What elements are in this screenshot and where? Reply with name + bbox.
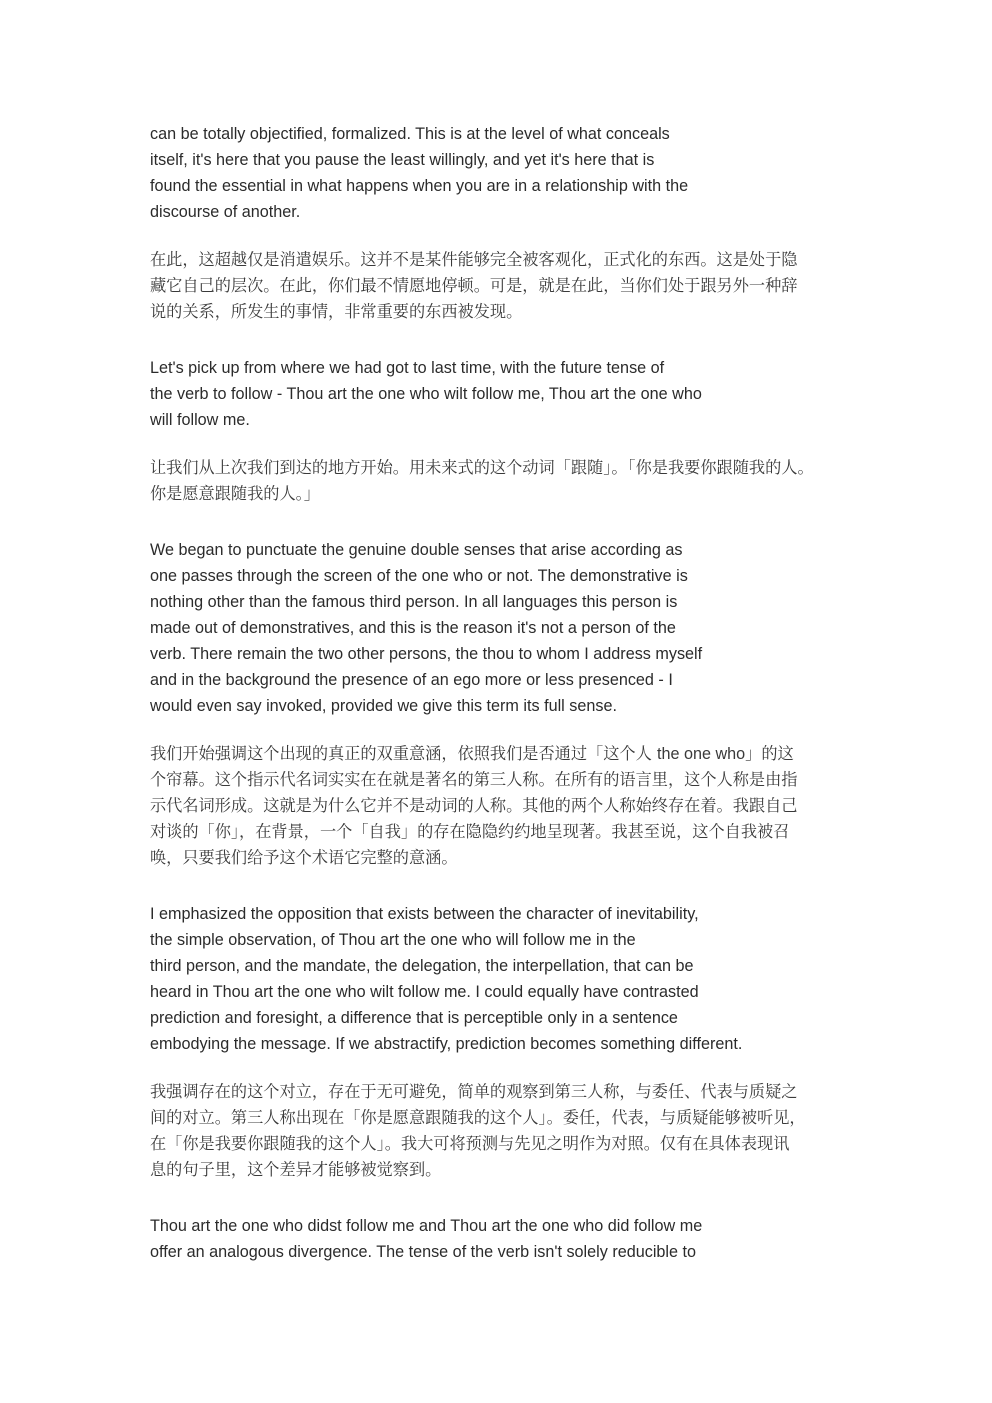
text-line: offer an analogous divergence. The tense of the verb isn't solely reducible to xyxy=(150,1243,697,1261)
text-line: one passes through the screen of the one who or not. The demonstrative is xyxy=(150,567,688,585)
text-line: I emphasized the opposition that exists between the character of inevitability, xyxy=(150,905,699,923)
text-line: found the essential in what happens when you are in a relationship with the xyxy=(150,177,689,195)
text-line: can be totally objectified, formalized. This is at the level of what conceals xyxy=(150,125,670,143)
text-line: embodying the message. If we abstractify, prediction becomes something different. xyxy=(150,1035,743,1053)
paragraph-english xyxy=(150,121,688,225)
text-line: prediction and foresight, a difference that is perceptible only in a sentence xyxy=(150,1009,678,1027)
paragraph-english xyxy=(150,355,702,433)
text-line: nothing other than the famous third person. In all languages this person is xyxy=(150,593,678,611)
paragraph-english xyxy=(150,901,742,1057)
inline-english-term: the one who xyxy=(656,745,746,763)
text-line: and in the background the presence of an ego more or less presenced - I xyxy=(150,671,673,689)
paragraph-chinese xyxy=(150,741,798,871)
text-line: verb. There remain the two other persons, the thou to whom I address myself xyxy=(150,645,703,663)
text-line: 你是愿意跟随我的人。」 xyxy=(150,484,320,503)
text-line: 息的句子里，这个差异才能够被觉察到。 xyxy=(150,1160,442,1179)
text-line: 在「你是我要你跟随我的这个人」。我大可将预测与先见之明作为对照。仅有在具体表现讯 xyxy=(150,1134,790,1153)
text-line xyxy=(150,741,798,767)
text-line: 唤，只要我们给予这个术语它完整的意涵。 xyxy=(150,848,458,867)
text-line: 个帘幕。这个指示代名词实实在在就是著名的第三人称。在所有的语言里，这个人称是由指 xyxy=(150,770,798,789)
text-line: 让我们从上次我们到达的地方开始。用未来式的这个动词「跟随」。「你是我要你跟随我的人。 xyxy=(150,458,814,477)
paragraph-chinese xyxy=(150,247,798,325)
text-segment: 」的这 xyxy=(745,744,794,763)
text-line: itself, it's here that you pause the least willingly, and yet it's here that is xyxy=(150,151,655,169)
paragraph-english xyxy=(150,1213,702,1265)
text-line: 间的对立。第三人称出现在「你是愿意跟随我的这个人」。委任，代表，与质疑能够被听见， xyxy=(150,1108,806,1127)
text-segment: 我们开始强调这个出现的真正的双重意涵，依照我们是否通过「这个人 xyxy=(150,744,657,763)
text-line: 说的关系，所发生的事情，非常重要的东西被发现。 xyxy=(150,302,523,321)
text-line: heard in Thou art the one who wilt follow me. I could equally have contrasted xyxy=(150,983,699,1001)
text-line: will follow me. xyxy=(150,411,250,429)
text-line: 藏它自己的层次。在此，你们最不情愿地停顿。可是，就是在此，当你们处于跟另外一种辞 xyxy=(150,276,798,295)
paragraph-chinese xyxy=(150,455,814,507)
paragraph-english xyxy=(150,537,702,719)
text-line: third person, and the mandate, the delegation, the interpellation, that can be xyxy=(150,957,694,975)
text-line: discourse of another. xyxy=(150,203,301,221)
paragraph-chinese xyxy=(150,1079,806,1183)
text-line: made out of demonstratives, and this is the reason it's not a person of the xyxy=(150,619,676,637)
text-line: Thou art the one who didst follow me and Thou art the one who did follow me xyxy=(150,1217,703,1235)
text-line: the simple observation, of Thou art the one who will follow me in the xyxy=(150,931,636,949)
text-line: We began to punctuate the genuine double senses that arise according as xyxy=(150,541,683,559)
text-line: 示代名词形成。这就是为什么它并不是动词的人称。其他的两个人称始终存在着。我跟自己 xyxy=(150,796,798,815)
text-line: would even say invoked, provided we give this term its full sense. xyxy=(150,697,617,715)
text-line: Let's pick up from where we had got to last time, with the future tense of xyxy=(150,359,665,377)
text-line: 对谈的「你」，在背景，一个「自我」的存在隐隐约约地呈现著。我甚至说，这个自我被召 xyxy=(150,822,790,841)
text-line: 在此，这超越仅是消遣娱乐。这并不是某件能够完全被客观化，正式化的东西。这是处于隐 xyxy=(150,250,798,269)
text-line: 我强调存在的这个对立，存在于无可避免，简单的观察到第三人称，与委任、代表与质疑之 xyxy=(150,1082,798,1101)
text-line: the verb to follow - Thou art the one who wilt follow me, Thou art the one who xyxy=(150,385,702,403)
